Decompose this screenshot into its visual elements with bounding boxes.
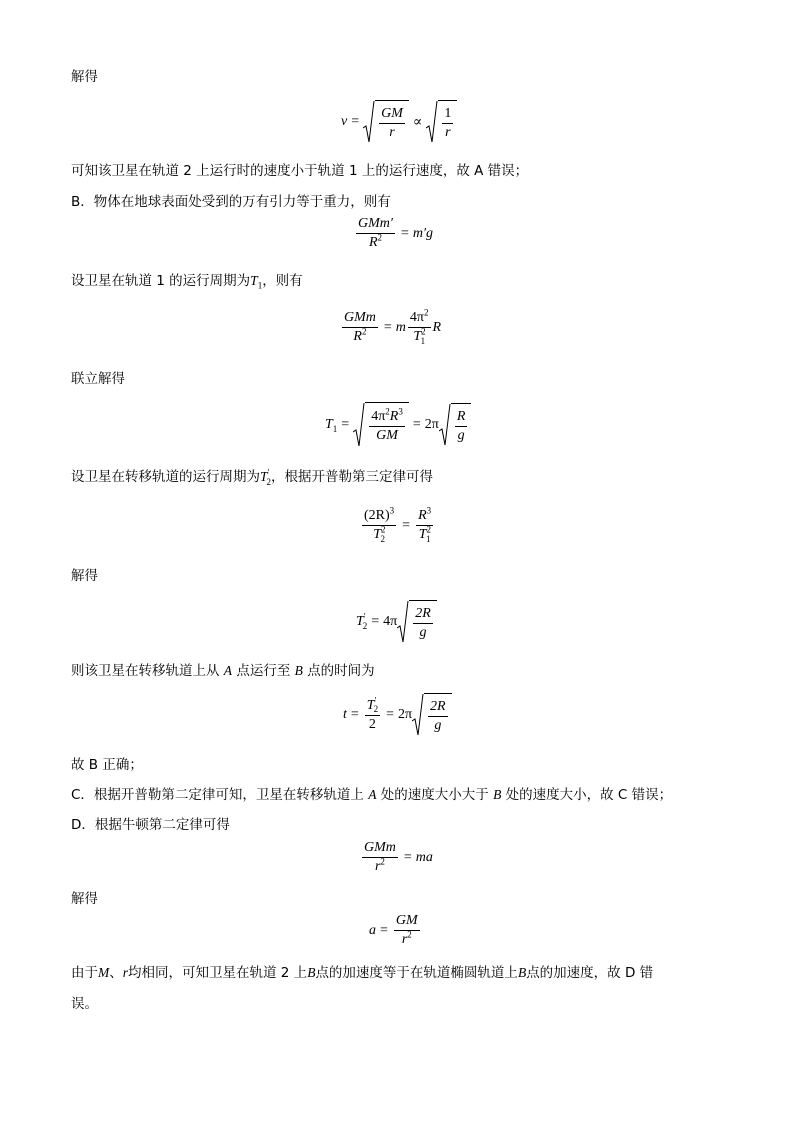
eq-a: a	[369, 922, 376, 938]
text-span: 点的时间为	[307, 663, 375, 679]
text-line-5: 联立解得	[71, 371, 125, 387]
eq-g: g	[457, 427, 465, 443]
eq-R: R	[418, 508, 427, 523]
eq-den-r: r	[389, 124, 395, 140]
sym-B: B	[294, 663, 303, 678]
text-span: ，则有	[262, 273, 303, 289]
equation-gravity-weight	[354, 216, 433, 251]
equation-acceleration	[369, 913, 422, 948]
eq-radical-2	[439, 403, 472, 447]
equation-orbit-1	[340, 307, 442, 346]
eq-R: R	[432, 319, 442, 335]
eq-sub: 1	[332, 423, 338, 434]
eq-symbol-v: v	[341, 114, 348, 129]
eq-4pi: 4π	[409, 310, 424, 325]
eq-2R: 2R	[428, 699, 448, 717]
eq-GMm: GMm	[362, 840, 398, 858]
eq-equals: =	[350, 707, 359, 722]
eq-R: R	[455, 409, 468, 427]
text-line-3: B．物体在地球表面处受到的万有引力等于重力，则有	[71, 194, 391, 210]
text-line-8	[71, 661, 375, 681]
eq-equals: =	[403, 849, 412, 865]
eq-sub: 2	[362, 620, 368, 631]
text-line-13	[71, 963, 653, 983]
eq-sup: 2	[421, 326, 426, 337]
eq-sup: 3	[426, 505, 432, 516]
text-span: 点的加速度，故 D 错	[526, 965, 654, 981]
sym-A: A	[223, 663, 233, 678]
eq-T: T	[325, 417, 333, 432]
eq-prime: ′	[363, 611, 366, 622]
text-span: C．根据开普勒第二定律可知，卫星在转移轨道上	[71, 787, 364, 803]
eq-equals: =	[351, 114, 360, 129]
eq-T: T	[373, 527, 381, 542]
eq-sup: 2	[424, 307, 429, 318]
sym-sub-2: 2	[266, 476, 271, 487]
sym-A: A	[368, 787, 377, 802]
eq-den-R: R	[368, 235, 378, 250]
eq-sup: 2	[377, 232, 382, 243]
text-span: 则该卫星在转移轨道上从	[71, 663, 220, 679]
eq-radical	[397, 600, 437, 644]
equation-kepler-3	[360, 505, 435, 544]
eq-T: T	[356, 614, 364, 629]
eq-num-GMmp: GMm′	[356, 216, 395, 234]
text-line-14: 误。	[71, 996, 98, 1012]
sym-B: B	[307, 965, 316, 980]
text-line-6	[71, 467, 433, 487]
text-line-2: 可知该卫星在轨道 2 上运行时的速度小于轨道 1 上的运行速度，故 A 错误；	[71, 163, 529, 179]
eq-4pi: 4π	[371, 408, 386, 424]
eq-t: t	[343, 707, 347, 722]
text-line-1: 解得	[71, 69, 98, 85]
text-span: 设卫星在转移轨道的运行周期为	[71, 469, 260, 485]
sym-sub-1: 1	[257, 280, 263, 291]
eq-equals: =	[383, 319, 392, 335]
eq-equals: =	[386, 707, 394, 722]
text-line-12: 解得	[71, 891, 98, 907]
eq-sup: 2	[426, 524, 431, 535]
eq-T: T	[418, 527, 427, 542]
eq-sup: 2	[380, 856, 385, 867]
eq-equals: =	[371, 614, 380, 629]
eq-equals: =	[341, 417, 350, 432]
text-line-4	[71, 271, 303, 291]
text-span: 设卫星在轨道 1 的运行周期为	[71, 273, 251, 289]
eq-sub: 2	[373, 704, 379, 715]
eq-den-2: 2	[368, 716, 376, 732]
eq-GM: GM	[394, 913, 420, 931]
eq-den-R: R	[353, 329, 362, 344]
eq-GM: GM	[376, 427, 398, 443]
sym-T: T	[250, 273, 258, 288]
text-span: 点的加速度等于在轨道椭圆轨道上	[315, 965, 518, 981]
text-span: 由于	[71, 965, 98, 981]
eq-r: r	[374, 859, 381, 874]
eq-radical	[363, 100, 409, 144]
sym-B: B	[517, 965, 527, 980]
eq-sup: 3	[389, 505, 395, 516]
eq-sup: 2	[361, 326, 367, 337]
eq-g: g	[419, 624, 427, 640]
eq-sup: 3	[398, 405, 403, 416]
eq-equals: =	[412, 417, 421, 432]
eq-equals: =	[380, 922, 388, 938]
equation-velocity	[341, 100, 457, 144]
eq-radical-2	[426, 100, 457, 144]
eq-2pi: 2π	[397, 707, 413, 722]
eq-mpg: m′g	[412, 225, 434, 241]
eq-2pi: 2π	[424, 417, 439, 432]
eq-propto: ∝	[412, 114, 423, 130]
sym-T: T	[260, 469, 268, 484]
eq-sub: 1	[426, 533, 431, 544]
eq-prime: ′	[374, 694, 377, 705]
eq-sup: 2	[407, 929, 412, 940]
eq-2R: 2R	[413, 606, 433, 624]
text-span: 处的速度大小大于	[380, 787, 489, 803]
eq-radical	[353, 402, 409, 448]
eq-g: g	[434, 717, 442, 733]
text-span: 、	[109, 965, 123, 981]
equation-newton-2	[360, 840, 433, 875]
text-line-10	[71, 785, 672, 805]
sym-r: r	[122, 965, 129, 980]
eq-R: R	[389, 408, 399, 424]
eq-num-1: 1	[442, 106, 453, 124]
eq-radical	[412, 693, 452, 737]
eq-sub: 1	[420, 335, 426, 346]
eq-4pi: 4π	[383, 614, 398, 629]
equation-time	[343, 693, 452, 737]
eq-den-r-2: r	[445, 124, 451, 140]
eq-sup: 2	[385, 405, 390, 416]
text-line-9: 故 B 正确；	[71, 757, 143, 773]
eq-T: T	[413, 329, 422, 344]
text-line-11: D．根据牛顿第二定律可得	[71, 817, 230, 833]
eq-sub: 2	[380, 533, 385, 544]
eq-r: r	[401, 932, 408, 947]
sym-B: B	[493, 787, 502, 802]
eq-num-GMm: GMm	[342, 310, 378, 328]
eq-equals: =	[400, 225, 409, 241]
sym-prime: ′	[267, 467, 270, 478]
eq-sup: 2	[380, 524, 386, 535]
equation-period-1	[325, 402, 471, 448]
equation-period-2	[356, 600, 437, 644]
text-span: ，根据开普勒第三定律可得	[270, 469, 433, 485]
eq-T: T	[366, 697, 375, 713]
text-line-7: 解得	[71, 568, 98, 584]
eq-equals: =	[402, 517, 411, 533]
text-span: 处的速度大小，故 C 错误；	[505, 787, 673, 803]
eq-m: m	[395, 319, 406, 335]
eq-2R: (2R)	[364, 508, 390, 523]
sym-M: M	[98, 965, 110, 980]
text-span: 均相同，可知卫星在轨道 2 上	[128, 965, 308, 981]
eq-num-GM: GM	[379, 106, 405, 124]
eq-ma: ma	[415, 849, 433, 865]
text-span: 点运行至	[236, 663, 291, 679]
